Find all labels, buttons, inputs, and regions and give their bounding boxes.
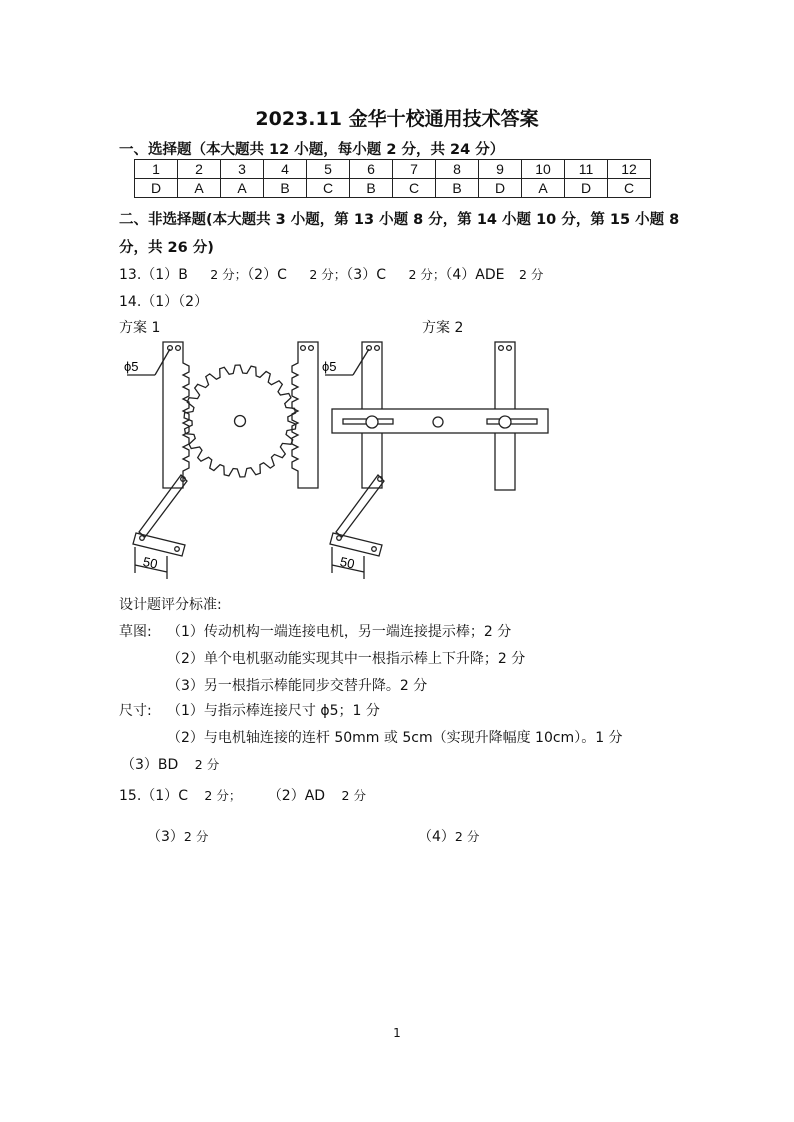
answer-cell: D	[135, 179, 178, 198]
answer-cell: A	[178, 179, 221, 198]
sketch-item-2: （2）单个电机驱动能实现其中一根指示棒上下升降；2 分	[167, 651, 526, 667]
scheme2-right-bar-hole	[507, 346, 512, 351]
right-rack-hole	[301, 346, 306, 351]
question-number-cell: 3	[221, 160, 264, 179]
question-number-cell: 9	[479, 160, 522, 179]
crank-pin	[337, 536, 342, 541]
left-rack	[163, 342, 189, 488]
scheme1-label: 方案 1	[119, 320, 161, 336]
scheme2-left-bar-hole	[375, 346, 380, 351]
scheme2-label: 方案 2	[422, 320, 464, 336]
gear-center-hole	[235, 416, 246, 427]
crank-pin	[140, 536, 145, 541]
page-title: 2023.11 金华十校通用技术答案	[255, 108, 539, 130]
question-number-cell: 10	[522, 160, 565, 179]
q15-part2-points: 2 分	[341, 788, 366, 803]
answer-table	[134, 159, 651, 198]
q15-part3	[147, 826, 208, 846]
dim-50-label-2: 50	[338, 553, 356, 572]
q14-part3-row	[121, 754, 219, 774]
answer-table-numbers	[135, 160, 651, 179]
size-item-1: （1）与指示棒连接尺寸 ϕ5；1 分	[167, 703, 380, 719]
q13-part2-num: （2）	[247, 267, 278, 283]
sketch-item-3: （3）另一根指示棒能同步交替升降。2 分	[167, 678, 428, 694]
q15-part4-points: 2 分	[454, 829, 480, 844]
q13-part1-answer: B	[178, 267, 188, 283]
answer-cell: D	[479, 179, 522, 198]
scheme2-lever-slot	[487, 419, 537, 424]
q15-part2-num: （2）	[267, 788, 305, 804]
q15-part3-num: （3）	[147, 829, 184, 845]
answer-cell: A	[522, 179, 565, 198]
phi5-leader-2	[353, 349, 369, 375]
q15-part1-points: 2 分；	[204, 788, 242, 803]
answer-cell: A	[221, 179, 264, 198]
sketch-label: 草图:	[119, 624, 152, 640]
question-number-cell: 6	[350, 160, 393, 179]
q15-label: 15.	[119, 788, 142, 804]
question-number-cell: 1	[135, 160, 178, 179]
q13-part4-answer: ADE	[475, 267, 505, 283]
phi5-label-2: ϕ5	[322, 359, 337, 374]
q13-part3-answer: C	[376, 267, 386, 283]
q15-part2-answer: AD	[304, 788, 326, 804]
q14-part3-num: （3）	[121, 757, 158, 773]
section2-heading-line1: 二、非选择题(本大题共 3 小题，第 13 小题 8 分，第 14 小题 10 分，第 15 小题 8	[119, 212, 680, 228]
q13-label: 13.	[119, 267, 142, 283]
scheme2-slot-pin	[366, 416, 378, 428]
q15-part4	[418, 826, 479, 846]
q13-part4-points: 2 分	[518, 267, 544, 282]
scheme2-right-bar-hole	[499, 346, 504, 351]
gear	[184, 365, 296, 477]
q15-part1-answer: C	[178, 788, 188, 804]
section2-heading-line2: 分，共 26 分)	[119, 240, 214, 256]
criteria-title: 设计题评分标准:	[119, 597, 222, 613]
q15-part4-num: （4）	[418, 829, 455, 845]
question-number-cell: 11	[565, 160, 608, 179]
size-label: 尺寸:	[119, 703, 152, 719]
q14-part3-points: 2 分	[194, 757, 220, 772]
sketch-item-1: （1）传动机构一端连接电机，另一端连接提示棒；2 分	[167, 624, 512, 640]
answer-cell: C	[608, 179, 651, 198]
page-number: 1	[393, 1026, 401, 1040]
q13-part4-num: （4）	[445, 267, 476, 283]
question-number-cell: 2	[178, 160, 221, 179]
question-number-cell: 5	[307, 160, 350, 179]
q13-part1-points: 2 分；	[210, 267, 248, 282]
question-number-cell: 12	[608, 160, 651, 179]
q14-part3-answer: BD	[157, 757, 179, 773]
q13-row	[119, 264, 543, 284]
answer-cell: B	[436, 179, 479, 198]
dim-50-label-1: 50	[141, 553, 159, 572]
answer-table-answers	[135, 179, 651, 198]
answer-cell: D	[565, 179, 608, 198]
answer-cell: B	[350, 179, 393, 198]
section1-heading: 一、选择题（本大题共 12 小题，每小题 2 分，共 24 分）	[119, 142, 505, 158]
q13-part2-points: 2 分；	[309, 267, 347, 282]
q15-row1	[119, 785, 366, 805]
right-rack	[292, 342, 318, 488]
scheme2-slot-pin	[499, 416, 511, 428]
q15-part3-points: 2 分	[183, 829, 209, 844]
phi5-label-1: ϕ5	[124, 359, 139, 374]
question-number-cell: 4	[264, 160, 307, 179]
q14-label: 14.（1）（2）	[119, 294, 209, 310]
q15-part1-num: （1）	[141, 788, 179, 804]
crank-pin	[372, 547, 377, 552]
crank-pin	[175, 547, 180, 552]
answer-cell: B	[264, 179, 307, 198]
q13-part3-num: （3）	[346, 267, 377, 283]
question-number-cell: 7	[393, 160, 436, 179]
left-rack-hole	[176, 346, 181, 351]
question-number-cell: 8	[436, 160, 479, 179]
answer-cell: C	[393, 179, 436, 198]
q13-part1-num: （1）	[141, 267, 179, 283]
q13-part2-answer: C	[277, 267, 287, 283]
crank-rod-2	[336, 475, 384, 537]
size-item-2: （2）与电机轴连接的连杆 50mm 或 5cm（实现升降幅度 10cm）。1 分	[167, 730, 623, 746]
q13-part3-points: 2 分；	[408, 267, 446, 282]
answer-cell: C	[307, 179, 350, 198]
mechanism-diagrams	[115, 335, 565, 585]
right-rack-hole	[309, 346, 314, 351]
